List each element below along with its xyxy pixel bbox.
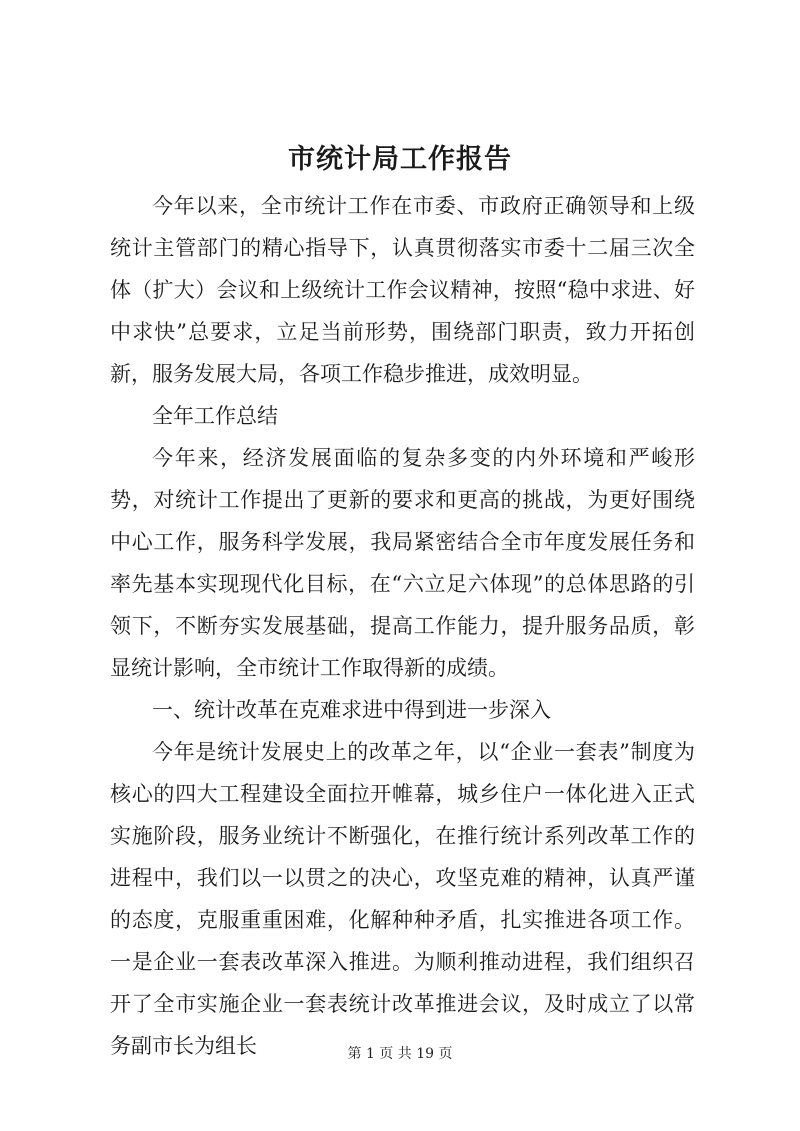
paragraph-summary: 今年来，经济发展面临的复杂多变的内外环境和严峻形势，对统计工作提出了更新的要求和更高的挑战，为更好围绕中心工作，服务科学发展，我局紧密结合全市年度发展任务和率先基本实现现代化目标，在“六立足六体现”的总体思路的引领下，不断夯实发展基础，提高工作能力，提升服务品质，彰显统计影响，全市统计工作取得新的成绩。 [110,446,695,680]
section-heading-reform: 一、统计改革在克难求进中得到进一步深入 [152,698,551,722]
paragraph-reform: 今年是统计发展史上的改革之年，以“企业一套表”制度为核心的四大工程建设全面拉开帷幕，城乡住户一体化进入正式实施阶段，服务业统计不断强化，在推行统计系列改革工作的进程中，我们以一以贯之的决心，攻坚克难的精神，认真严谨的态度，克服重重困难，化解种种矛盾，扎实推进各项工作。一是企业一套表改革深入推进。为顺利推动进程，我们组织召开了全市实施企业一套表统计改革推进会议，及时成立了以常务副市长为组长 [110,740,695,1058]
paragraph-intro: 今年以来，全市统计工作在市委、市政府正确领导和上级统计主管部门的精心指导下，认真贯彻落实市委十二届三次全体（扩大）会议和上级统计工作会议精神，按照“稳中求进、好中求快”总要求，立足当前形势，围绕部门职责，致力开拓创新，服务发展大局，各项工作稳步推进，成效明显。 [110,194,695,386]
section-heading-summary: 全年工作总结 [152,404,278,428]
document-body [110,185,695,1067]
page-footer: 第 1 页 共 19 页 [347,1046,453,1062]
document-title: 市统计局工作报告 [288,144,512,175]
